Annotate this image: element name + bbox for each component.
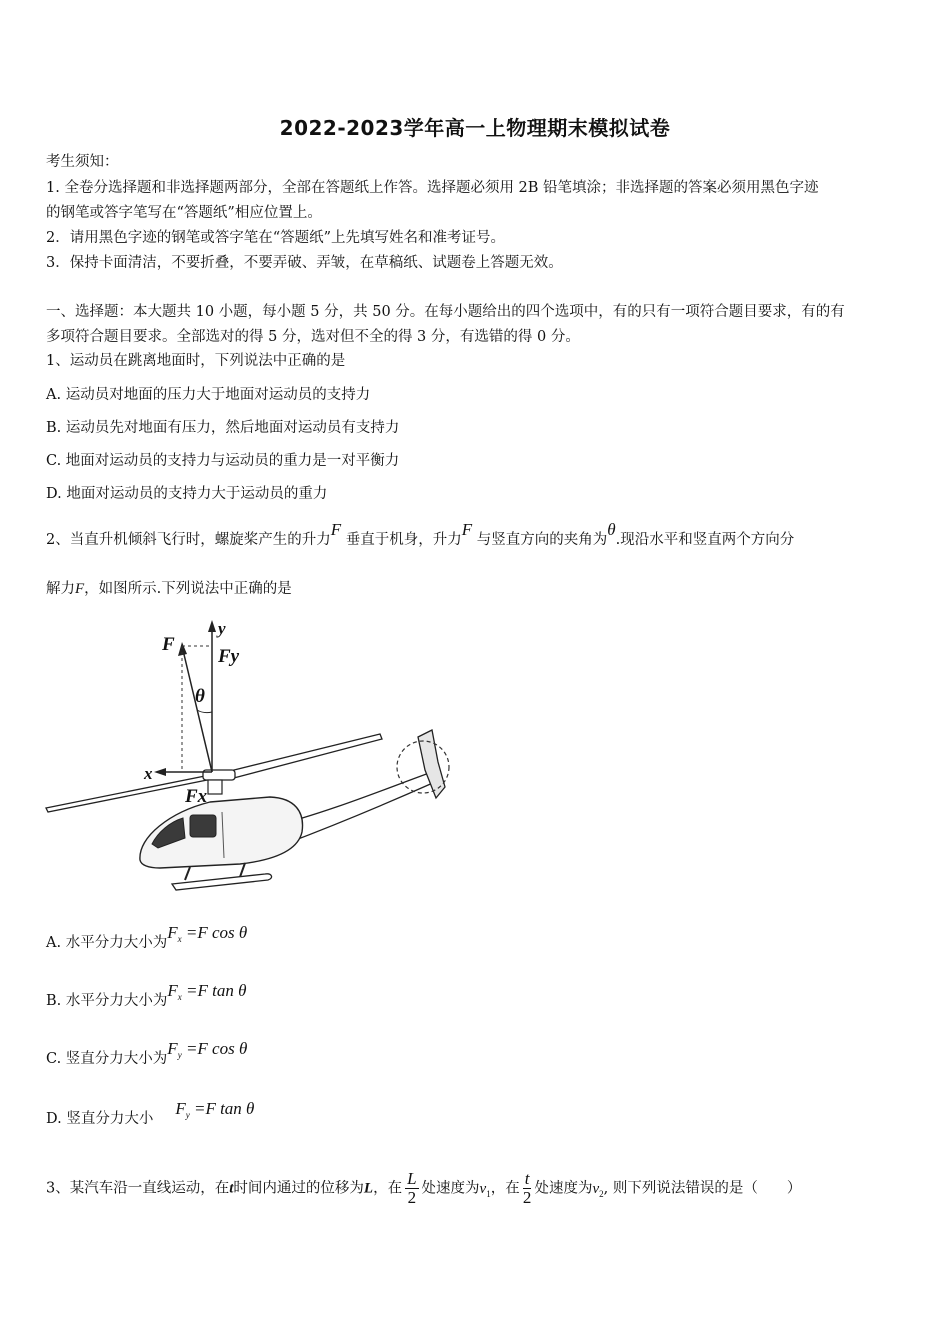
helicopter-force-diagram	[40, 612, 470, 894]
section-instructions-line-2: 多项符合题目要求。全部选对的得 5 分，选对但不全的得 3 分，有选错的得 0 分。	[46, 329, 580, 345]
q2-c-lhs: F	[167, 1039, 178, 1058]
section-instructions-line-1: 一、选择题：本大题共 10 小题，每小题 5 分，共 50 分。在每小题给出的四个选项中，有的只有一项符合题目要求，有的有	[46, 304, 845, 320]
q2-var-f-2: F	[461, 520, 473, 539]
q3-var-v2	[592, 1181, 603, 1197]
y-axis-arrowhead	[208, 620, 216, 632]
cabin-window	[190, 815, 216, 837]
q2-var-f-3: F	[75, 581, 85, 597]
q2-b-formula	[167, 981, 246, 1000]
q2-stem2-part-2: ，如图所示.下列说法中正确的是	[84, 581, 292, 597]
notice-item-1-line-2: 的钢笔或答字笔写在“答题纸”相应位置上。	[46, 205, 322, 221]
q2-stem2-part-1: 解力	[46, 581, 75, 597]
q2-c-rhs: =F cos θ	[185, 1039, 248, 1058]
q2-c-sub: y	[177, 1050, 182, 1060]
q2-a-lhs: F	[167, 923, 178, 942]
page-title: 2022-2023学年高一上物理期末模拟试卷	[279, 116, 671, 140]
q3-part-7: , 则下列说法错误的是（ ）	[603, 1180, 802, 1197]
x-axis-arrowhead	[154, 768, 166, 776]
rotor-mast	[208, 780, 222, 794]
notice-item-2: 2．请用黑色字迹的钢笔或答字笔在“答题纸”上先填写姓名和准考证号。	[46, 230, 506, 246]
theta-arc	[197, 710, 212, 713]
question-1-option-b: B. 运动员先对地面有压力，然后地面对运动员有支持力	[46, 420, 400, 436]
q2-stem-part-3: 与竖直方向的夹角为	[476, 532, 608, 548]
q2-d-rhs: =F tan θ	[193, 1099, 255, 1118]
question-1-option-a: A. 运动员对地面的压力大于地面对运动员的支持力	[46, 387, 371, 403]
q3-frac2-den: 2	[522, 1188, 532, 1207]
notice-heading: 考生须知：	[46, 154, 119, 170]
q3-part-4: 处速度为	[421, 1180, 480, 1197]
q2-d-lhs: F	[175, 1099, 186, 1118]
q2-b-rhs: =F tan θ	[186, 981, 247, 1000]
q3-part-6: 处速度为	[534, 1180, 593, 1197]
q2-d-text: D. 竖直分力大小	[46, 1111, 154, 1127]
q2-a-rhs: =F cos θ	[185, 923, 248, 942]
q2-b-text: B. 水平分力大小为	[46, 993, 168, 1009]
question-2-stem-line-2	[46, 579, 908, 599]
q3-part-3: ，在	[373, 1180, 403, 1197]
notice-item-3: 3．保持卡面清洁，不要折叠，不要弄破、弄皱，在草稿纸、试题卷上答题无效。	[46, 255, 563, 271]
label-fy: Fy	[218, 646, 240, 667]
question-1-stem: 1、运动员在跳离地面时，下列说法中正确的是	[46, 353, 346, 369]
question-1-option-d: D. 地面对运动员的支持力大于运动员的重力	[46, 486, 328, 502]
q2-b-sub: x	[177, 992, 182, 1002]
label-fx: Fx	[185, 786, 208, 807]
q3-fraction-t-over-2	[523, 1170, 532, 1207]
rotor-blade-right	[226, 734, 382, 779]
q2-var-theta: θ	[607, 520, 616, 539]
q2-a-formula	[167, 923, 247, 942]
q2-b-lhs: F	[167, 981, 178, 1000]
q3-var-l: L	[363, 1180, 374, 1197]
q2-a-sub: x	[177, 934, 182, 944]
q3-fraction-l-over-2	[405, 1170, 418, 1207]
q3-var-t: t	[229, 1180, 234, 1197]
force-f-vector	[182, 646, 212, 772]
q3-frac1-den: 2	[407, 1188, 417, 1207]
q3-part-5: ，在	[490, 1180, 520, 1197]
question-3-stem	[46, 1170, 908, 1212]
notice-item-1-line-1: 1. 全卷分选择题和非选择题两部分，全部在答题纸上作答。选择题必须用 2B 铅笔填涂；非选择题的答案必须用黑色字迹	[46, 180, 819, 196]
q3-v1: v	[479, 1180, 487, 1197]
q2-stem-part-2: 垂直于机身，升力	[345, 532, 462, 548]
q3-var-v1	[480, 1181, 491, 1197]
q3-frac1-num: L	[407, 1169, 417, 1188]
q2-d-formula	[175, 1099, 254, 1118]
q3-v2: v	[592, 1180, 600, 1197]
q2-stem-part-1: 2、当直升机倾斜飞行时，螺旋桨产生的升力	[46, 532, 331, 548]
q3-part-2: 时间内通过的位移为	[233, 1180, 364, 1197]
question-2-stem-line-1	[46, 520, 908, 550]
q3-part-1: 3、某汽车沿一直线运动，在	[46, 1180, 230, 1197]
q3-v1-sub: 1	[486, 1188, 491, 1199]
label-theta: θ	[195, 686, 205, 707]
q2-stem-part-4: .现沿水平和竖直两个方向分	[615, 532, 795, 548]
q3-frac2-num: t	[524, 1169, 530, 1188]
question-1-option-c: C. 地面对运动员的支持力与运动员的重力是一对平衡力	[46, 453, 400, 469]
q2-a-text: A. 水平分力大小为	[46, 935, 168, 951]
q2-c-formula	[167, 1039, 247, 1058]
question-2-option-b	[46, 981, 908, 1016]
question-2-option-a	[46, 923, 908, 958]
label-f: F	[162, 634, 175, 655]
q2-d-sub: y	[185, 1110, 190, 1120]
label-y: y	[218, 619, 226, 638]
q2-var-f-1: F	[330, 520, 342, 539]
question-2-option-d	[46, 1099, 908, 1134]
label-x: x	[144, 764, 153, 783]
q2-c-text: C. 竖直分力大小为	[46, 1051, 168, 1067]
q3-v2-sub: 2	[599, 1188, 604, 1199]
question-2-option-c	[46, 1039, 908, 1074]
